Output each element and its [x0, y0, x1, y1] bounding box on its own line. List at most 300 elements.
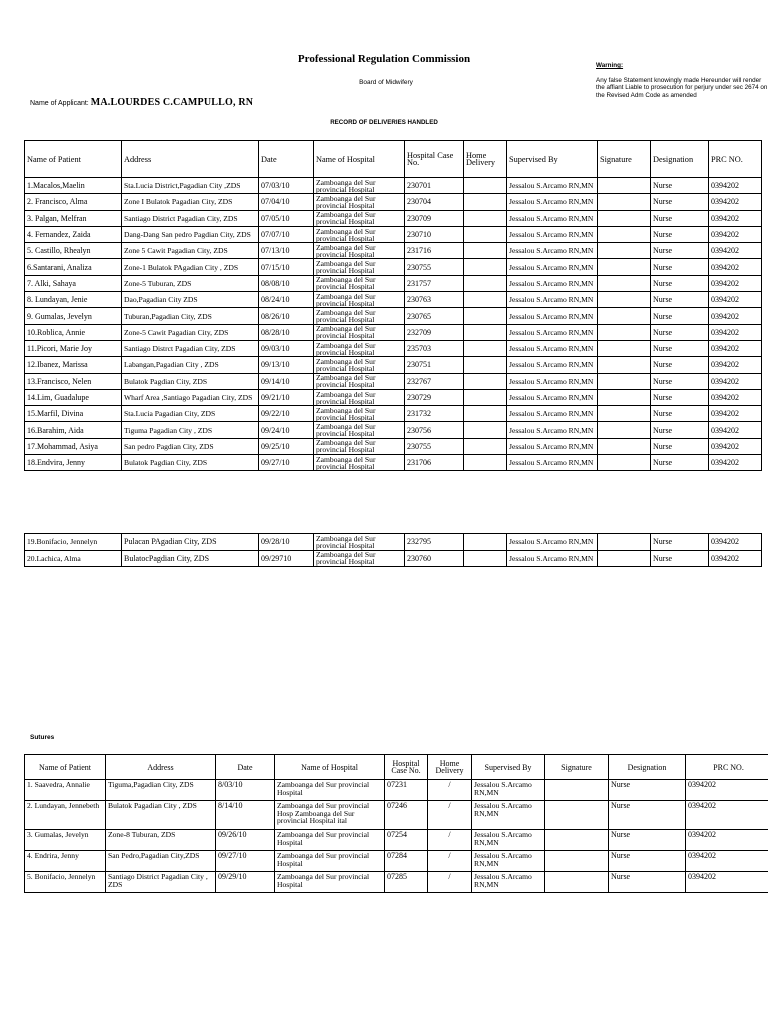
sutures-header-row — [25, 755, 768, 780]
cell-home-delivery: / — [428, 851, 472, 872]
column-header-home-delivery: Home Delivery — [428, 755, 472, 780]
column-header-designation: Designation — [609, 755, 686, 780]
cell-patient-name: 14.Lim, Guadalupe — [25, 389, 122, 405]
cell-hospital-name: Zamboanga del Sur provincial Hospital — [314, 178, 405, 194]
cell-prc-no: 0394202 — [686, 830, 768, 851]
column-header-prc-no: PRC NO. — [709, 141, 762, 178]
cell-designation: Nurse — [651, 389, 709, 405]
table-row — [25, 780, 768, 801]
cell-designation: Nurse — [651, 259, 709, 275]
table-row — [25, 324, 762, 340]
cell-address: Santiago Distrct Pagadian City, ZDS — [122, 340, 259, 356]
cell-address: San pedro Pagdian City, ZDS — [122, 438, 259, 454]
cell-designation: Nurse — [651, 308, 709, 324]
cell-address: Wharf Area ,Santiago Pagadian City, ZDS — [122, 389, 259, 405]
cell-date: 08/08/10 — [259, 275, 314, 291]
cell-hospital-name: Zamboanga del Sur provincial Hospital — [314, 194, 405, 210]
cell-supervised-by: Jessalou S.Arcamo RN,MN — [507, 389, 598, 405]
cell-signature — [598, 357, 651, 373]
cell-date: 09/28/10 — [259, 534, 314, 551]
column-header-address: Address — [106, 755, 216, 780]
table-row — [25, 194, 762, 210]
cell-designation: Nurse — [609, 801, 686, 830]
cell-hospital-name: Zamboanga del Sur provincial Hosp Zamboanga del Sur provincial Hospital ital — [275, 801, 385, 830]
cell-supervised-by: Jessalou S.Arcamo RN,MN — [507, 534, 598, 551]
cell-designation: Nurse — [651, 422, 709, 438]
column-header-prc-no: PRC NO. — [686, 755, 768, 780]
cell-home-delivery — [464, 550, 507, 567]
cell-supervised-by: Jessalou S.Arcamo RN,MN — [472, 801, 545, 830]
cell-signature — [545, 872, 609, 893]
deliveries-table — [24, 140, 762, 471]
table-row — [25, 373, 762, 389]
cell-address: Zone I Bulatok Pagadian City, ZDS — [122, 194, 259, 210]
cell-patient-name: 16.Barahim, Aida — [25, 422, 122, 438]
cell-hospital-case-no: 230729 — [405, 389, 464, 405]
record-title: RECORD OF DELIVERIES HANDLED — [330, 119, 438, 126]
table-row — [25, 275, 762, 291]
cell-date: 08/24/10 — [259, 292, 314, 308]
cell-hospital-name: Zamboanga del Sur provincial Hospital — [275, 780, 385, 801]
cell-home-delivery — [464, 210, 507, 226]
cell-hospital-name: Zamboanga del Sur provincial Hospital — [314, 308, 405, 324]
table-row — [25, 226, 762, 242]
cell-signature — [598, 373, 651, 389]
applicant-label: Name of Applicant: — [30, 100, 89, 107]
sutures-table — [24, 754, 768, 893]
cell-home-delivery — [464, 226, 507, 242]
cell-hospital-name: Zamboanga del Sur provincial Hospital — [314, 275, 405, 291]
cell-hospital-case-no: 07284 — [385, 851, 428, 872]
table-row — [25, 308, 762, 324]
cell-hospital-name: Zamboanga del Sur provincial Hospital — [314, 422, 405, 438]
cell-signature — [545, 780, 609, 801]
cell-signature — [598, 406, 651, 422]
cell-address: BulatocPagdian City, ZDS — [122, 550, 259, 567]
cell-hospital-case-no: 231706 — [405, 455, 464, 471]
column-header-hospital-case-no: Hospital Case No. — [405, 141, 464, 178]
cell-date: 08/28/10 — [259, 324, 314, 340]
cell-signature — [598, 340, 651, 356]
cell-hospital-name: Zamboanga del Sur provincial Hospital — [314, 534, 405, 551]
cell-address: San Pedro,Pagadian City,ZDS — [106, 851, 216, 872]
cell-home-delivery — [464, 422, 507, 438]
table-row — [25, 340, 762, 356]
cell-home-delivery — [464, 275, 507, 291]
cell-signature — [598, 422, 651, 438]
cell-date: 07/15/10 — [259, 259, 314, 275]
cell-designation: Nurse — [651, 292, 709, 308]
cell-signature — [598, 292, 651, 308]
cell-signature — [545, 851, 609, 872]
cell-date: 09/26/10 — [216, 830, 275, 851]
cell-hospital-name: Zamboanga del Sur provincial Hospital — [314, 438, 405, 454]
cell-designation: Nurse — [651, 550, 709, 567]
cell-date: 07/07/10 — [259, 226, 314, 242]
cell-patient-name: 13.Francisco, Nelen — [25, 373, 122, 389]
cell-patient-name: 17.Mohammad, Asiya — [25, 438, 122, 454]
cell-designation: Nurse — [651, 406, 709, 422]
cell-supervised-by: Jessalou S.Arcamo RN,MN — [472, 780, 545, 801]
cell-hospital-name: Zamboanga del Sur provincial Hospital — [314, 406, 405, 422]
cell-home-delivery — [464, 438, 507, 454]
cell-supervised-by: Jessalou S.Arcamo RN,MN — [507, 275, 598, 291]
cell-home-delivery — [464, 534, 507, 551]
cell-hospital-name: Zamboanga del Sur provincial Hospital — [314, 389, 405, 405]
column-header-date: Date — [259, 141, 314, 178]
cell-home-delivery: / — [428, 872, 472, 893]
table-row — [25, 801, 768, 830]
cell-supervised-by: Jessalou S.Arcamo RN,MN — [472, 851, 545, 872]
cell-hospital-name: Zamboanga del Sur provincial Hospital — [275, 872, 385, 893]
cell-patient-name: 5. Castillo, Rhealyn — [25, 243, 122, 259]
cell-hospital-case-no: 230701 — [405, 178, 464, 194]
cell-hospital-case-no: 07246 — [385, 801, 428, 830]
cell-home-delivery: / — [428, 780, 472, 801]
cell-hospital-name: Zamboanga del Sur provincial Hospital — [314, 226, 405, 242]
cell-hospital-case-no: 230755 — [405, 438, 464, 454]
cell-address: Dang-Dang San pedro Pagdian City, ZDS — [122, 226, 259, 242]
cell-hospital-name: Zamboanga del Sur provincial Hospital — [275, 830, 385, 851]
cell-prc-no: 0394202 — [709, 292, 762, 308]
cell-signature — [598, 308, 651, 324]
cell-address: Labangan,Pagadian City , ZDS — [122, 357, 259, 373]
column-header-signature: Signature — [598, 141, 651, 178]
cell-date: 09/21/10 — [259, 389, 314, 405]
cell-prc-no: 0394202 — [709, 324, 762, 340]
cell-signature — [545, 830, 609, 851]
deliveries-continued-body — [25, 534, 762, 567]
cell-patient-name: 3. Palgan, Melfran — [25, 210, 122, 226]
cell-address: Tuburan,Pagadian City, ZDS — [122, 308, 259, 324]
cell-supervised-by: Jessalou S.Arcamo RN,MN — [507, 292, 598, 308]
cell-prc-no: 0394202 — [709, 389, 762, 405]
cell-address: Sta.Lucia Pagadian City, ZDS — [122, 406, 259, 422]
cell-hospital-name: Zamboanga del Sur provincial Hospital — [275, 851, 385, 872]
cell-date: 09/27/10 — [216, 851, 275, 872]
column-header-designation: Designation — [651, 141, 709, 178]
cell-date: 09/13/10 — [259, 357, 314, 373]
deliveries-body — [25, 178, 762, 471]
cell-date: 07/04/10 — [259, 194, 314, 210]
cell-home-delivery: / — [428, 830, 472, 851]
cell-hospital-name: Zamboanga del Sur provincial Hospital — [314, 324, 405, 340]
cell-patient-name: 11.Picori, Marie Joy — [25, 340, 122, 356]
cell-supervised-by: Jessalou S.Arcamo RN,MN — [507, 438, 598, 454]
board-name: Board of Midwifery — [359, 79, 413, 86]
cell-patient-name: 1.Macalos,Maelin — [25, 178, 122, 194]
cell-hospital-name: Zamboanga del Sur provincial Hospital — [314, 292, 405, 308]
applicant-name: MA.LOURDES C.CAMPULLO, RN — [90, 97, 254, 108]
cell-signature — [598, 438, 651, 454]
cell-home-delivery — [464, 308, 507, 324]
cell-signature — [598, 243, 651, 259]
table-row — [25, 357, 762, 373]
table-row — [25, 243, 762, 259]
cell-patient-name: 9. Gumalas, Jevelyn — [25, 308, 122, 324]
cell-hospital-case-no: 232795 — [405, 534, 464, 551]
cell-hospital-case-no: 231757 — [405, 275, 464, 291]
cell-patient-name: 2. Francisco, Alma — [25, 194, 122, 210]
cell-prc-no: 0394202 — [709, 438, 762, 454]
sutures-label: Sutures — [30, 734, 55, 741]
column-header-supervised-by: Supervised By — [472, 755, 545, 780]
cell-patient-name: 5. Bonifacio, Jennelyn — [25, 872, 106, 893]
cell-hospital-case-no: 230755 — [405, 259, 464, 275]
column-header-date: Date — [216, 755, 275, 780]
cell-signature — [598, 324, 651, 340]
table-row — [25, 259, 762, 275]
column-header-hospital-case-no: Hospital Case No. — [385, 755, 428, 780]
table-row — [25, 389, 762, 405]
deliveries-continued-table — [24, 533, 762, 567]
table-row — [25, 455, 762, 471]
cell-address: Zone-8 Tuburan, ZDS — [106, 830, 216, 851]
table-row — [25, 550, 762, 567]
cell-date: 8/03/10 — [216, 780, 275, 801]
table-row — [25, 422, 762, 438]
cell-date: 07/05/10 — [259, 210, 314, 226]
cell-date: 09/22/10 — [259, 406, 314, 422]
cell-address: Dao,Pagadian City ZDS — [122, 292, 259, 308]
cell-designation: Nurse — [651, 357, 709, 373]
cell-supervised-by: Jessalou S.Arcamo RN,MN — [472, 830, 545, 851]
applicant-line — [30, 97, 253, 108]
cell-signature — [598, 389, 651, 405]
cell-supervised-by: Jessalou S.Arcamo RN,MN — [507, 324, 598, 340]
cell-hospital-case-no: 230763 — [405, 292, 464, 308]
cell-supervised-by: Jessalou S.Arcamo RN,MN — [507, 308, 598, 324]
cell-supervised-by: Jessalou S.Arcamo RN,MN — [507, 194, 598, 210]
cell-signature — [598, 534, 651, 551]
cell-prc-no: 0394202 — [709, 340, 762, 356]
cell-patient-name: 2. Lundayan, Jennebeth — [25, 801, 106, 830]
table-row — [25, 438, 762, 454]
cell-prc-no: 0394202 — [709, 373, 762, 389]
column-header-supervised-by: Supervised By — [507, 141, 598, 178]
cell-prc-no: 0394202 — [709, 226, 762, 242]
cell-patient-name: 18.Endvira, Jenny — [25, 455, 122, 471]
table-row — [25, 178, 762, 194]
cell-prc-no: 0394202 — [709, 259, 762, 275]
cell-address: Pulacan PAgadian City, ZDS — [122, 534, 259, 551]
cell-hospital-name: Zamboanga del Sur provincial Hospital — [314, 243, 405, 259]
column-header-patient-name: Name of Patient — [25, 141, 122, 178]
cell-hospital-case-no: 230709 — [405, 210, 464, 226]
cell-prc-no: 0394202 — [709, 534, 762, 551]
cell-hospital-case-no: 07231 — [385, 780, 428, 801]
cell-patient-name: 20.Lachica, Alma — [25, 550, 122, 567]
cell-signature — [598, 210, 651, 226]
cell-hospital-case-no: 232709 — [405, 324, 464, 340]
cell-hospital-case-no: 235703 — [405, 340, 464, 356]
cell-supervised-by: Jessalou S.Arcamo RN,MN — [507, 340, 598, 356]
cell-designation: Nurse — [651, 534, 709, 551]
cell-designation: Nurse — [651, 324, 709, 340]
cell-prc-no: 0394202 — [709, 357, 762, 373]
column-header-hospital-name: Name of Hospital — [275, 755, 385, 780]
cell-home-delivery — [464, 194, 507, 210]
cell-prc-no: 0394202 — [686, 780, 768, 801]
cell-date: 09/29710 — [259, 550, 314, 567]
cell-supervised-by: Jessalou S.Arcamo RN,MN — [507, 422, 598, 438]
cell-designation: Nurse — [651, 210, 709, 226]
cell-hospital-case-no: 230710 — [405, 226, 464, 242]
cell-prc-no: 0394202 — [709, 243, 762, 259]
cell-hospital-case-no: 231716 — [405, 243, 464, 259]
cell-designation: Nurse — [609, 780, 686, 801]
cell-hospital-name: Zamboanga del Sur provincial Hospital — [314, 455, 405, 471]
table-row — [25, 830, 768, 851]
cell-designation: Nurse — [651, 438, 709, 454]
cell-address: Bulatok Pagdian City, ZDS — [122, 373, 259, 389]
cell-hospital-case-no: 232767 — [405, 373, 464, 389]
cell-hospital-name: Zamboanga del Sur provincial Hospital — [314, 373, 405, 389]
column-header-home-delivery: Home Delivery — [464, 141, 507, 178]
cell-patient-name: 1. Saavedra, Annalie — [25, 780, 106, 801]
column-header-hospital-name: Name of Hospital — [314, 141, 405, 178]
cell-prc-no: 0394202 — [709, 275, 762, 291]
cell-signature — [598, 550, 651, 567]
warning-title: Warning: — [596, 62, 624, 69]
cell-hospital-name: Zamboanga del Sur provincial Hospital — [314, 550, 405, 567]
cell-address: Zone 5 Cawit Pagadian City, ZDS — [122, 243, 259, 259]
table-row — [25, 406, 762, 422]
cell-address: Zone-5 Cawit Pagadian City, ZDS — [122, 324, 259, 340]
cell-date: 08/26/10 — [259, 308, 314, 324]
cell-supervised-by: Jessalou S.Arcamo RN,MN — [507, 178, 598, 194]
cell-address: Bulatok Pagdian City, ZDS — [122, 455, 259, 471]
cell-supervised-by: Jessalou S.Arcamo RN,MN — [507, 406, 598, 422]
table-row — [25, 534, 762, 551]
cell-prc-no: 0394202 — [686, 872, 768, 893]
cell-prc-no: 0394202 — [709, 406, 762, 422]
cell-signature — [598, 275, 651, 291]
cell-home-delivery — [464, 455, 507, 471]
cell-designation: Nurse — [609, 851, 686, 872]
cell-home-delivery — [464, 292, 507, 308]
cell-signature — [598, 194, 651, 210]
cell-date: 8/14/10 — [216, 801, 275, 830]
cell-hospital-case-no: 07254 — [385, 830, 428, 851]
cell-signature — [598, 178, 651, 194]
cell-date: 07/03/10 — [259, 178, 314, 194]
cell-designation: Nurse — [651, 243, 709, 259]
cell-supervised-by: Jessalou S.Arcamo RN,MN — [507, 357, 598, 373]
page-title: Professional Regulation Commission — [297, 53, 471, 65]
cell-hospital-name: Zamboanga del Sur provincial Hospital — [314, 340, 405, 356]
cell-home-delivery — [464, 406, 507, 422]
sutures-body — [25, 780, 768, 893]
cell-patient-name: 4. Fernandez, Zaida — [25, 226, 122, 242]
cell-hospital-case-no: 230704 — [405, 194, 464, 210]
cell-designation: Nurse — [651, 226, 709, 242]
cell-date: 09/24/10 — [259, 422, 314, 438]
cell-signature — [598, 455, 651, 471]
cell-patient-name: 8. Lundayan, Jenie — [25, 292, 122, 308]
cell-patient-name: 7. Alki, Sahaya — [25, 275, 122, 291]
cell-prc-no: 0394202 — [709, 194, 762, 210]
cell-prc-no: 0394202 — [709, 210, 762, 226]
table-row — [25, 292, 762, 308]
column-header-signature: Signature — [545, 755, 609, 780]
cell-hospital-name: Zamboanga del Sur provincial Hospital — [314, 259, 405, 275]
column-header-patient-name: Name of Patient — [25, 755, 106, 780]
cell-prc-no: 0394202 — [686, 801, 768, 830]
cell-address: Tiguma,Pagadian City, ZDS — [106, 780, 216, 801]
cell-home-delivery — [464, 259, 507, 275]
cell-prc-no: 0394202 — [709, 178, 762, 194]
cell-designation: Nurse — [651, 373, 709, 389]
cell-designation: Nurse — [609, 830, 686, 851]
column-header-address: Address — [122, 141, 259, 178]
cell-prc-no: 0394202 — [709, 455, 762, 471]
cell-prc-no: 0394202 — [686, 851, 768, 872]
deliveries-header-row — [25, 141, 762, 178]
cell-patient-name: 3. Gumalas, Jevelyn — [25, 830, 106, 851]
cell-address: Zone-5 Tuburan, ZDS — [122, 275, 259, 291]
cell-signature — [598, 226, 651, 242]
cell-supervised-by: Jessalou S.Arcamo RN,MN — [507, 373, 598, 389]
table-row — [25, 851, 768, 872]
cell-hospital-name: Zamboanga del Sur provincial Hospital — [314, 357, 405, 373]
cell-date: 09/27/10 — [259, 455, 314, 471]
cell-patient-name: 12.Ibanez, Marissa — [25, 357, 122, 373]
cell-designation: Nurse — [651, 275, 709, 291]
cell-patient-name: 19.Bonifacio, Jennelyn — [25, 534, 122, 551]
warning-box — [596, 62, 768, 99]
warning-text: Any false Statement knowingly made Hereunder will render the affiant Liable to prosecution for perjury under sec 2674 on the Revised Adm Code as amended — [596, 76, 768, 99]
cell-address: Sta.Lucia District,Pagadian City ,ZDS — [122, 178, 259, 194]
cell-designation: Nurse — [651, 194, 709, 210]
table-row — [25, 210, 762, 226]
cell-date: 09/03/10 — [259, 340, 314, 356]
cell-home-delivery — [464, 389, 507, 405]
table-row — [25, 872, 768, 893]
cell-supervised-by: Jessalou S.Arcamo RN,MN — [507, 455, 598, 471]
cell-supervised-by: Jessalou S.Arcamo RN,MN — [507, 243, 598, 259]
cell-home-delivery — [464, 243, 507, 259]
cell-hospital-case-no: 230751 — [405, 357, 464, 373]
cell-patient-name: 4. Endrira, Jenny — [25, 851, 106, 872]
cell-date: 07/13/10 — [259, 243, 314, 259]
cell-designation: Nurse — [651, 340, 709, 356]
cell-prc-no: 0394202 — [709, 422, 762, 438]
cell-supervised-by: Jessalou S.Arcamo RN,MN — [507, 226, 598, 242]
cell-prc-no: 0394202 — [709, 308, 762, 324]
cell-home-delivery — [464, 357, 507, 373]
cell-hospital-name: Zamboanga del Sur provincial Hospital — [314, 210, 405, 226]
cell-supervised-by: Jessalou S.Arcamo RN,MN — [507, 550, 598, 567]
cell-designation: Nurse — [651, 178, 709, 194]
cell-date: 09/29/10 — [216, 872, 275, 893]
cell-patient-name: 10.Roblica, Annie — [25, 324, 122, 340]
cell-home-delivery — [464, 373, 507, 389]
cell-address: Bulatok Pagadian City , ZDS — [106, 801, 216, 830]
cell-address: Santiago District Pagadian City, ZDS — [122, 210, 259, 226]
cell-signature — [598, 259, 651, 275]
cell-hospital-case-no: 230756 — [405, 422, 464, 438]
cell-home-delivery — [464, 178, 507, 194]
cell-signature — [545, 801, 609, 830]
cell-address: Santiago District Pagadian City , ZDS — [106, 872, 216, 893]
cell-hospital-case-no: 230760 — [405, 550, 464, 567]
cell-patient-name: 15.Marfil, Divina — [25, 406, 122, 422]
cell-home-delivery — [464, 324, 507, 340]
cell-hospital-case-no: 07285 — [385, 872, 428, 893]
cell-prc-no: 0394202 — [709, 550, 762, 567]
cell-date: 09/14/10 — [259, 373, 314, 389]
